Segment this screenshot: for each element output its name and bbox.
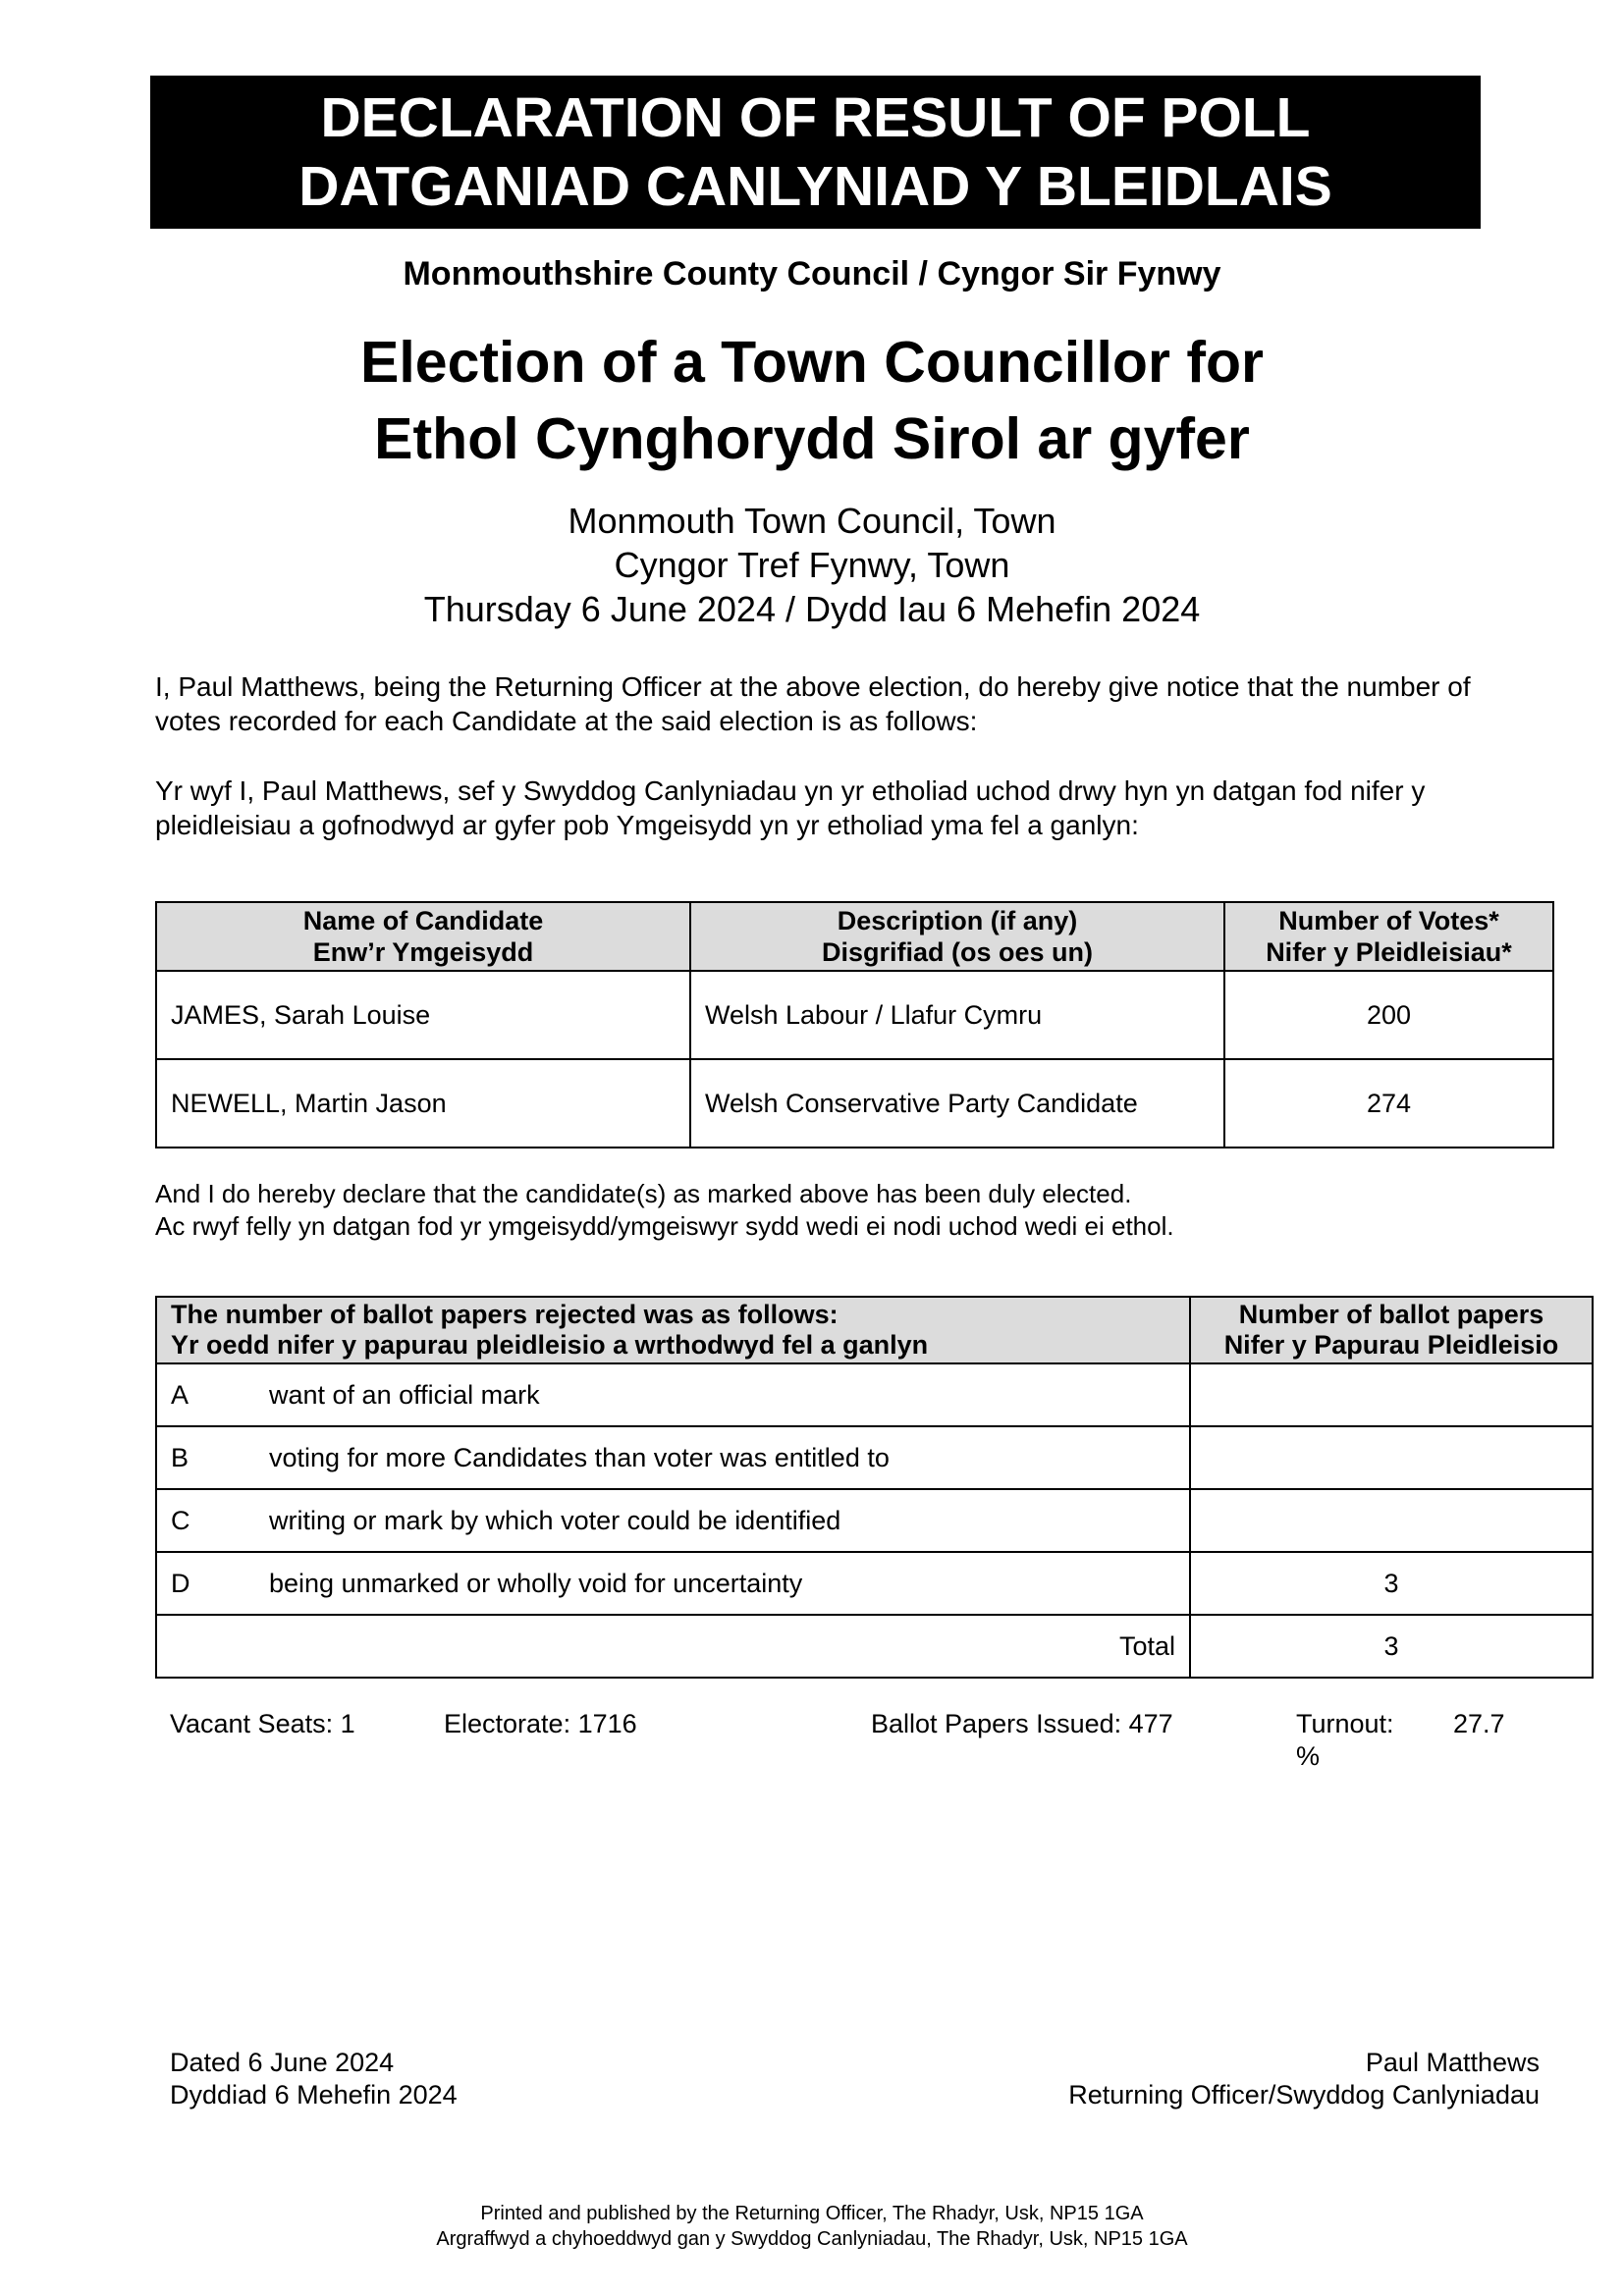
candidate-description: Welsh Labour / Llafur Cymru [690, 971, 1224, 1059]
rejected-count [1190, 1363, 1593, 1426]
reason-letter: D [171, 1568, 190, 1598]
election-heading-cy: Ethol Cynghorydd Sirol ar gyfer [374, 406, 1250, 471]
rejected-count: 3 [1190, 1552, 1593, 1615]
header-votes [1224, 902, 1553, 971]
ballot-papers-issued: Ballot Papers Issued: 477 [871, 1709, 1173, 1738]
candidate-votes: 274 [1224, 1059, 1553, 1148]
reason-letter: B [171, 1442, 189, 1472]
table-row [156, 1059, 1553, 1148]
table-row [156, 1363, 1593, 1426]
header-count-en: Number of ballot papers [1238, 1300, 1544, 1329]
candidates-table [155, 901, 1554, 1148]
declaration-cy: Ac rwyf felly yn datgan fod yr ymgeisydd/ymgeiswyr sydd wedi ei nodi uchod wedi ei ethol. [155, 1211, 1174, 1241]
rejected-reason [156, 1426, 1190, 1489]
table-row [156, 1489, 1593, 1552]
turnout-unit: % [1296, 1741, 1321, 1771]
rejected-count [1190, 1426, 1593, 1489]
council-name: Monmouthshire County Council / Cyngor Sir Fynwy [403, 255, 1221, 293]
dated-cy: Dyddiad 6 Mehefin 2024 [170, 2080, 458, 2109]
turnout-value: 27.7 [1453, 1709, 1505, 1738]
candidate-votes: 200 [1224, 971, 1553, 1059]
reason-text: voting for more Candidates than voter was entitled to [269, 1442, 890, 1472]
area-cy: Cyngor Tref Fynwy, Town [614, 545, 1010, 585]
dated-block [170, 2047, 458, 2111]
turnout-label: Turnout: [1296, 1709, 1394, 1738]
title-line-en: DECLARATION OF RESULT OF POLL [320, 86, 1311, 149]
reason-letter: A [171, 1379, 189, 1410]
header-rejected-reason [156, 1297, 1190, 1363]
header-votes-cy: Nifer y Pleidleisiau* [1266, 937, 1512, 967]
title-line-cy: DATGANIAD CANLYNIAD Y BLEIDLAIS [298, 155, 1332, 218]
header-name-cy: Enw’r Ymgeisydd [312, 937, 534, 967]
declaration-en: And I do hereby declare that the candidate(s) as marked above has been duly elected. [155, 1179, 1132, 1208]
signature-block [1068, 2047, 1540, 2111]
election-area [0, 499, 1624, 631]
dated-en: Dated 6 June 2024 [170, 2048, 395, 2077]
officer-name: Paul Matthews [1365, 2048, 1540, 2077]
reason-text: want of an official mark [269, 1379, 540, 1410]
header-rejected-en: The number of ballot papers rejected was as follows: [171, 1300, 839, 1329]
notice-cy: Yr wyf I, Paul Matthews, sef y Swyddog Canlyniadau yn yr etholiad uchod drwy hyn yn datgan fod nifer y pleidleisiau a gofnodwyd ar gyfer pob Ymgeisydd yn yr etholiad yma fel a ganlyn: [155, 775, 1426, 840]
header-name-en: Name of Candidate [302, 906, 544, 935]
electorate: Electorate: 1716 [444, 1709, 637, 1738]
candidates-header-row [156, 902, 1553, 971]
vacant-seats: Vacant Seats: 1 [170, 1709, 355, 1738]
candidate-name: NEWELL, Martin Jason [156, 1059, 690, 1148]
title-banner [150, 76, 1481, 229]
imprint-cy: Argraffwyd a chyhoeddwyd gan y Swyddog Canlyniadau, The Rhadyr, Usk, NP15 1GA [436, 2228, 1188, 2250]
rejected-count [1190, 1489, 1593, 1552]
reason-letter: C [171, 1505, 190, 1535]
imprint-en: Printed and published by the Returning Officer, The Rhadyr, Usk, NP15 1GA [480, 2203, 1144, 2224]
election-heading [0, 324, 1624, 477]
header-rejected-cy: Yr oedd nifer y papurau pleidleisio a wrthodwyd fel a ganlyn [171, 1330, 929, 1360]
header-desc-en: Description (if any) [837, 906, 1078, 935]
rejected-header-row [156, 1297, 1593, 1363]
table-row [156, 1426, 1593, 1489]
reason-text: being unmarked or wholly void for uncertainty [269, 1568, 803, 1598]
officer-title: Returning Officer/Swyddog Canlyniadau [1068, 2080, 1540, 2109]
candidate-description: Welsh Conservative Party Candidate [690, 1059, 1224, 1148]
header-votes-en: Number of Votes* [1278, 906, 1499, 935]
candidate-name: JAMES, Sarah Louise [156, 971, 690, 1059]
poll-date: Thursday 6 June 2024 / Dydd Iau 6 Mehefin 2024 [423, 589, 1201, 629]
total-row [156, 1615, 1593, 1678]
table-row [156, 1552, 1593, 1615]
reason-text: writing or mark by which voter could be identified [269, 1505, 841, 1535]
total-value: 3 [1190, 1615, 1593, 1678]
rejected-reason [156, 1363, 1190, 1426]
header-description [690, 902, 1224, 971]
election-heading-en: Election of a Town Councillor for [360, 330, 1264, 395]
header-candidate-name [156, 902, 690, 971]
rejected-ballots-table [155, 1296, 1594, 1679]
header-desc-cy: Disgrifiad (os oes un) [821, 937, 1094, 967]
imprint [0, 2201, 1624, 2252]
notice-en: I, Paul Matthews, being the Returning Officer at the above election, do hereby give notice that the number of votes recorded for each Candidate at the said election is as follows: [155, 671, 1471, 736]
rejected-reason [156, 1552, 1190, 1615]
header-count-cy: Nifer y Papurau Pleidleisio [1223, 1330, 1559, 1360]
total-label: Total [156, 1615, 1190, 1678]
declaration [155, 1178, 1174, 1243]
rejected-reason [156, 1489, 1190, 1552]
table-row [156, 971, 1553, 1059]
header-ballot-count [1190, 1297, 1593, 1363]
area-en: Monmouth Town Council, Town [568, 501, 1056, 541]
